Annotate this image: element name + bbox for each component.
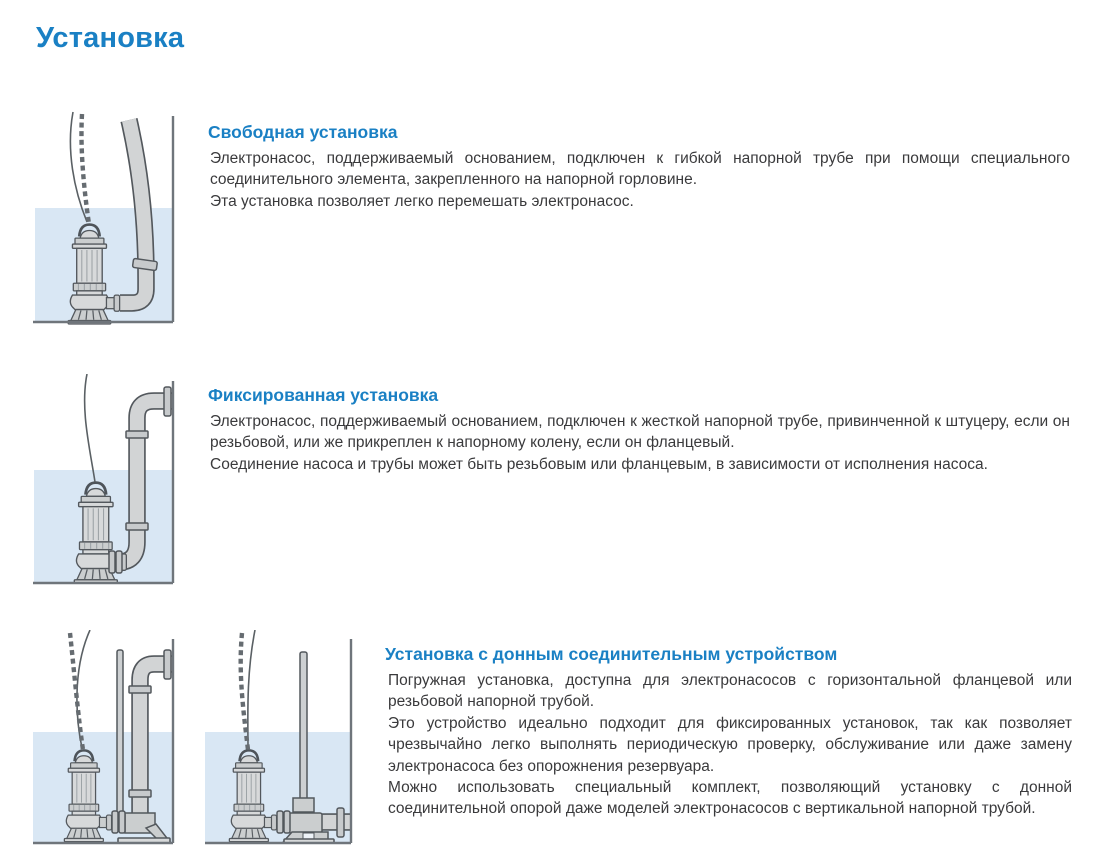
paragraph: Электронасос, поддерживаемый основанием, подключен к жесткой напорной трубе, привинченной к штуцеру, если он резьбовой, или же прикреплен к напорному колену, если он фланцевый. <box>210 413 1070 452</box>
fixed-installation-illustration <box>30 374 180 586</box>
connection-flange-icon <box>112 811 118 833</box>
section-body-bottom-coupling <box>388 670 1072 820</box>
paragraph: Электронасос, поддерживаемый основанием, подключен к гибкой напорной трубе при помощи специального соединительного элемента, закрепленного на напорной горловине. <box>210 150 1070 189</box>
lifting-chain-icon <box>81 114 89 224</box>
free-installation-illustration <box>30 110 180 325</box>
power-cable-icon <box>85 374 95 482</box>
power-cable-icon <box>248 630 255 748</box>
wall-flange-icon <box>164 650 171 679</box>
connection-flange-icon <box>109 551 115 573</box>
pipe-flange-icon <box>129 790 151 797</box>
connection-flange-icon <box>116 551 122 573</box>
section-heading-bottom-coupling: Установка с донным соединительным устройством <box>385 644 838 664</box>
connection-flange-icon <box>277 811 283 833</box>
rail-claw-icon <box>293 798 314 812</box>
coupling-body-icon <box>289 813 322 833</box>
paragraph: Соединение насоса и трубы может быть резьбовым или фланцевым, в зависимости от исполнения насоса. <box>210 455 988 473</box>
section-body-free-installation <box>210 148 1070 212</box>
bottom-coupling-vertical-pipe-illustration <box>30 630 180 846</box>
paragraph: Это устройство идеально подходит для фиксированных установок, так как позволяет чрезвычайно легко выполнять периодическую проверку, обслуживание или даже замену электронасоса без опорожнения резервуара. <box>388 714 1072 775</box>
section-heading-fixed-installation: Фиксированная установка <box>208 385 439 405</box>
connection-flange-icon <box>119 811 125 833</box>
wall-flange-icon <box>164 387 171 416</box>
section-body-fixed-installation <box>210 411 1070 475</box>
guide-rail-icon <box>300 652 307 812</box>
guide-rail-icon <box>117 650 123 820</box>
pipe-flange-icon <box>126 523 148 530</box>
stand-cutout <box>303 833 314 839</box>
section-heading-free-installation: Свободная установка <box>208 122 398 142</box>
pipe-flange-icon <box>126 431 148 438</box>
bottom-coupling-horizontal-pipe-illustration <box>200 630 358 846</box>
pipe-flange-icon <box>129 686 151 693</box>
page-title: Установка <box>36 22 185 54</box>
wall-flange-icon <box>337 808 344 837</box>
paragraph: Погружная установка, доступна для электронасосов с горизонтальной фланцевой или резьбовой напорной трубой. <box>388 672 1072 711</box>
paragraph: Можно использовать специальный комплект, позволяющий установку с донной соединительной опорой даже моделей электронасосов с вертикальной напорной трубой. <box>388 779 1072 818</box>
paragraph: Эта установка позволяет легко перемешать электронасос. <box>210 192 634 210</box>
connection-flange-icon <box>284 811 290 833</box>
